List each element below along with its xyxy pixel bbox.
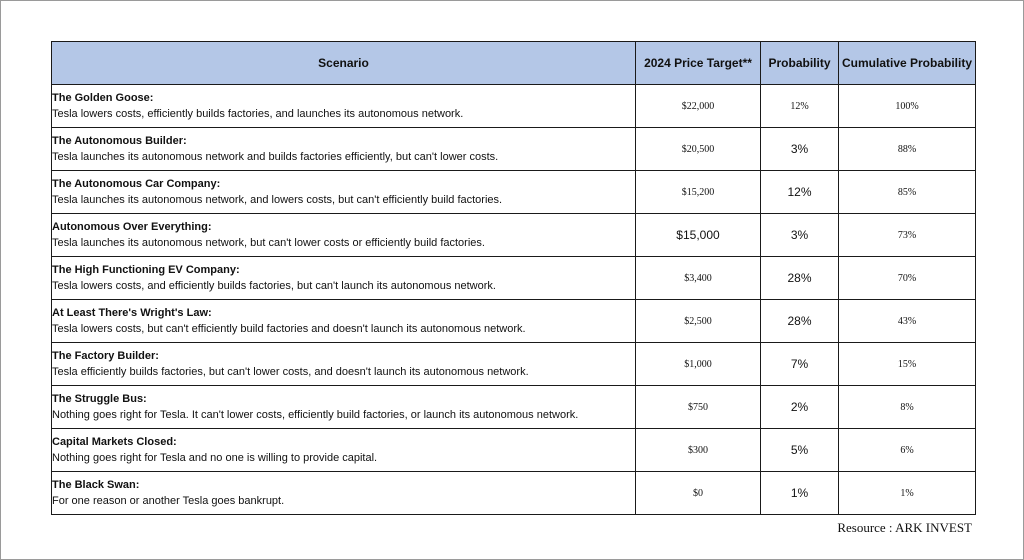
- scenario-table: [51, 41, 976, 515]
- probability-cell: 12%: [761, 85, 839, 128]
- price-target-cell: $3,400: [636, 257, 761, 300]
- probability-cell: 1%: [761, 472, 839, 515]
- probability-cell: 7%: [761, 343, 839, 386]
- price-target-cell: $2,500: [636, 300, 761, 343]
- cumulative-probability-cell: 88%: [839, 128, 976, 171]
- probability-cell: 28%: [761, 257, 839, 300]
- scenario-description: Tesla launches its autonomous network, and lowers costs, but can't efficiently build factories.: [52, 194, 503, 206]
- table-row: [52, 386, 976, 429]
- scenario-title: The Golden Goose:: [52, 92, 154, 104]
- probability-cell: 28%: [761, 300, 839, 343]
- scenario-description: Tesla launches its autonomous network, but can't lower costs or efficiently build factories.: [52, 237, 485, 249]
- scenario-title: Autonomous Over Everything:: [52, 221, 212, 233]
- cumulative-probability-cell: 6%: [839, 429, 976, 472]
- table-row: [52, 472, 976, 515]
- table-row: [52, 429, 976, 472]
- scenario-title: The Factory Builder:: [52, 350, 159, 362]
- table-row: [52, 85, 976, 128]
- price-target-cell: $300: [636, 429, 761, 472]
- scenario-description: Tesla lowers costs, efficiently builds factories, and launches its autonomous network.: [52, 108, 464, 120]
- cumulative-probability-cell: 1%: [839, 472, 976, 515]
- scenario-description: Tesla lowers costs, but can't efficiently build factories and doesn't launch its autonomous network.: [52, 323, 526, 335]
- price-target-cell: $20,500: [636, 128, 761, 171]
- scenario-description: For one reason or another Tesla goes bankrupt.: [52, 495, 285, 507]
- header-probability: Probability: [761, 42, 839, 85]
- table-row: [52, 171, 976, 214]
- table-row: [52, 128, 976, 171]
- scenario-description: Tesla launches its autonomous network and builds factories efficiently, but can't lower costs.: [52, 151, 499, 163]
- cumulative-probability-cell: 43%: [839, 300, 976, 343]
- scenario-title: The Autonomous Car Company:: [52, 178, 221, 190]
- scenario-title: At Least There's Wright's Law:: [52, 307, 212, 319]
- header-cumulative-probability: Cumulative Probability: [839, 42, 976, 85]
- scenario-cell: [52, 343, 636, 386]
- scenario-title: The High Functioning EV Company:: [52, 264, 240, 276]
- scenario-cell: [52, 300, 636, 343]
- table-row: [52, 300, 976, 343]
- cumulative-probability-cell: 15%: [839, 343, 976, 386]
- table-row: [52, 214, 976, 257]
- scenario-description: Tesla efficiently builds factories, but can't lower costs, and doesn't launch its autonomous network.: [52, 366, 529, 378]
- probability-cell: 5%: [761, 429, 839, 472]
- price-target-cell: $750: [636, 386, 761, 429]
- price-target-cell: $1,000: [636, 343, 761, 386]
- scenario-cell: [52, 128, 636, 171]
- price-target-cell: $22,000: [636, 85, 761, 128]
- price-target-cell: $15,000: [636, 214, 761, 257]
- scenario-cell: [52, 386, 636, 429]
- cumulative-probability-cell: 8%: [839, 386, 976, 429]
- price-target-cell: $15,200: [636, 171, 761, 214]
- header-price-target: 2024 Price Target**: [636, 42, 761, 85]
- scenario-cell: [52, 214, 636, 257]
- scenario-description: Nothing goes right for Tesla. It can't lower costs, efficiently build factories, or launch its autonomous network.: [52, 409, 579, 421]
- cumulative-probability-cell: 85%: [839, 171, 976, 214]
- cumulative-probability-cell: 70%: [839, 257, 976, 300]
- cumulative-probability-cell: 100%: [839, 85, 976, 128]
- header-row: [52, 42, 976, 85]
- probability-cell: 3%: [761, 128, 839, 171]
- scenario-title: Capital Markets Closed:: [52, 436, 177, 448]
- scenario-title: The Autonomous Builder:: [52, 135, 187, 147]
- scenario-cell: [52, 171, 636, 214]
- source-note: Resource : ARK INVEST: [837, 520, 972, 535]
- scenario-description: Nothing goes right for Tesla and no one is willing to provide capital.: [52, 452, 378, 464]
- scenario-cell: [52, 85, 636, 128]
- price-target-cell: $0: [636, 472, 761, 515]
- probability-cell: 2%: [761, 386, 839, 429]
- scenario-cell: [52, 257, 636, 300]
- scenario-title: The Black Swan:: [52, 479, 140, 491]
- scenario-description: Tesla lowers costs, and efficiently builds factories, but can't launch its autonomous network.: [52, 280, 496, 292]
- probability-cell: 12%: [761, 171, 839, 214]
- probability-cell: 3%: [761, 214, 839, 257]
- scenario-cell: [52, 472, 636, 515]
- scenario-cell: [52, 429, 636, 472]
- table-row: [52, 257, 976, 300]
- header-scenario: Scenario: [52, 42, 636, 85]
- scenario-title: The Struggle Bus:: [52, 393, 147, 405]
- table-row: [52, 343, 976, 386]
- cumulative-probability-cell: 73%: [839, 214, 976, 257]
